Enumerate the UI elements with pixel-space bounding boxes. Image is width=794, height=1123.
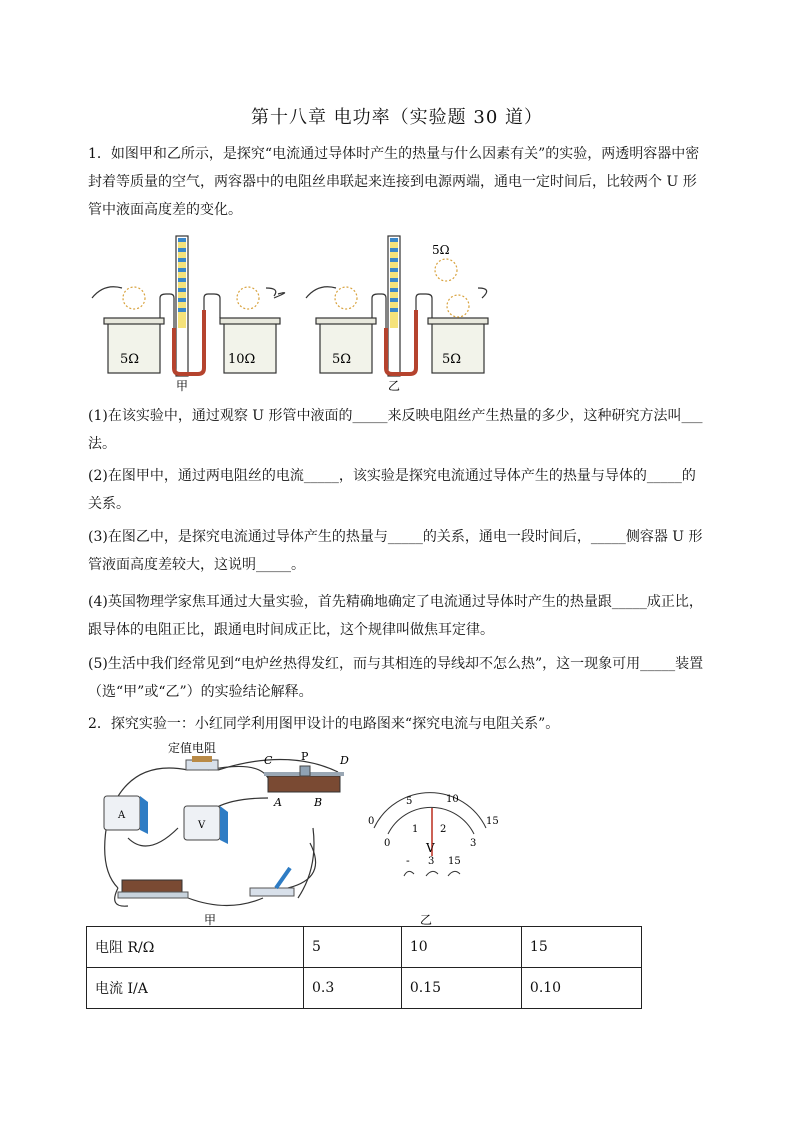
yi-caption: 乙 (388, 379, 401, 393)
dial-outer-0: 0 (368, 816, 375, 827)
circuit-figure (88, 738, 558, 930)
joule-heat-figure (88, 228, 498, 396)
dial-inner-0: 0 (384, 838, 391, 849)
dial-inner-2: 2 (440, 824, 447, 835)
q2-stem: 2．探究实验一：小红同学利用图甲设计的电路图来“探究电流与电阻关系”。 (88, 716, 560, 732)
dial-outer-10: 10 (446, 794, 459, 805)
table-cell: 15 (521, 927, 641, 968)
battery (118, 880, 188, 898)
table-row-head: 电阻 R/Ω (87, 927, 304, 968)
switch (250, 868, 294, 896)
terminal-3: 3 (428, 856, 435, 867)
voltmeter-letter: V (198, 820, 206, 831)
table-row-head: 电流 I/A (87, 968, 304, 1009)
rheostat-letter-c: C (264, 754, 273, 767)
table-row (87, 927, 642, 968)
ammeter-letter: A (118, 810, 126, 821)
jia-right-resistance: 10Ω (228, 352, 256, 367)
table-cell: 10 (401, 927, 521, 968)
q1-stem: 1．如图甲和乙所示，是探究“电流通过导体时产生的热量与什么因素有关”的实验，两透明容器中密封着等质量的空气，两容器中的电阻丝串联起来连接到电源两端，通电一定时间后，比较两个 U 形管中液面高度差的变化。 (88, 146, 700, 218)
rheostat-letter-a: A (274, 796, 282, 809)
scale-jia (178, 238, 186, 328)
terminal-15: 15 (448, 856, 461, 867)
jia-left-resistance: 5Ω (120, 352, 140, 367)
q1-sub5: (5)生活中我们经常见到“电炉丝热得发红，而与其相连的导线却不怎么热”，这一现象可用_____装置（选“甲”或“乙”）的实验结论解释。 (88, 656, 704, 700)
ammeter (104, 796, 148, 834)
fixed-resistor (186, 756, 218, 770)
fixed-resistor-label: 定值电阻 (168, 741, 217, 755)
rheostat-letter-d: D (340, 754, 349, 767)
q1-sub2: (2)在图甲中，通过两电阻丝的电流_____，该实验是探究电流通过导体产生的热量与导体的_____的关系。 (88, 468, 696, 512)
fig2-jia-caption: 甲 (204, 913, 217, 927)
table-cell: 5 (304, 927, 402, 968)
table-cell: 0.10 (521, 968, 641, 1009)
dial-terminals (404, 871, 460, 876)
dial-outer-15: 15 (486, 816, 499, 827)
terminal-neg: - (406, 854, 410, 867)
yi-right-resistance: 5Ω (442, 352, 462, 367)
data-table (86, 926, 642, 1009)
dial-unit: V (426, 841, 435, 855)
dial-outer-5: 5 (406, 796, 413, 807)
dial-inner-3: 3 (470, 838, 477, 849)
voltmeter (184, 806, 228, 844)
rheostat-letter-b: B (314, 796, 323, 809)
q1-sub3: (3)在图乙中，是探究电流通过导体产生的热量与_____的关系，通电一段时间后，_____侧容器 U 形管液面高度差较大，这说明_____。 (88, 529, 703, 573)
scale-yi (390, 238, 398, 328)
fig2-yi-caption: 乙 (420, 913, 433, 927)
table-cell: 0.3 (304, 968, 402, 1009)
table-row (87, 968, 642, 1009)
rheostat (264, 750, 349, 809)
q1-sub1: (1)在该实验中，通过观察 U 形管中液面的_____来反映电阻丝产生热量的多少，这种研究方法叫___法。 (88, 408, 703, 452)
yi-left-resistance: 5Ω (332, 352, 352, 367)
table-cell: 0.15 (401, 968, 521, 1009)
rheostat-letter-p: P (301, 750, 309, 763)
page-title: 第十八章 电功率（实验题 30 道） (250, 107, 544, 128)
yi-outer-resistance: 5Ω (432, 243, 450, 257)
jia-caption: 甲 (176, 379, 189, 393)
dial-inner-1: 1 (412, 824, 419, 835)
q1-sub4: (4)英国物理学家焦耳通过大量实验，首先精确地确定了电流通过导体时产生的热量跟_____成正比，跟导体的电阻正比，跟通电时间成正比，这个规律叫做焦耳定律。 (88, 594, 703, 638)
